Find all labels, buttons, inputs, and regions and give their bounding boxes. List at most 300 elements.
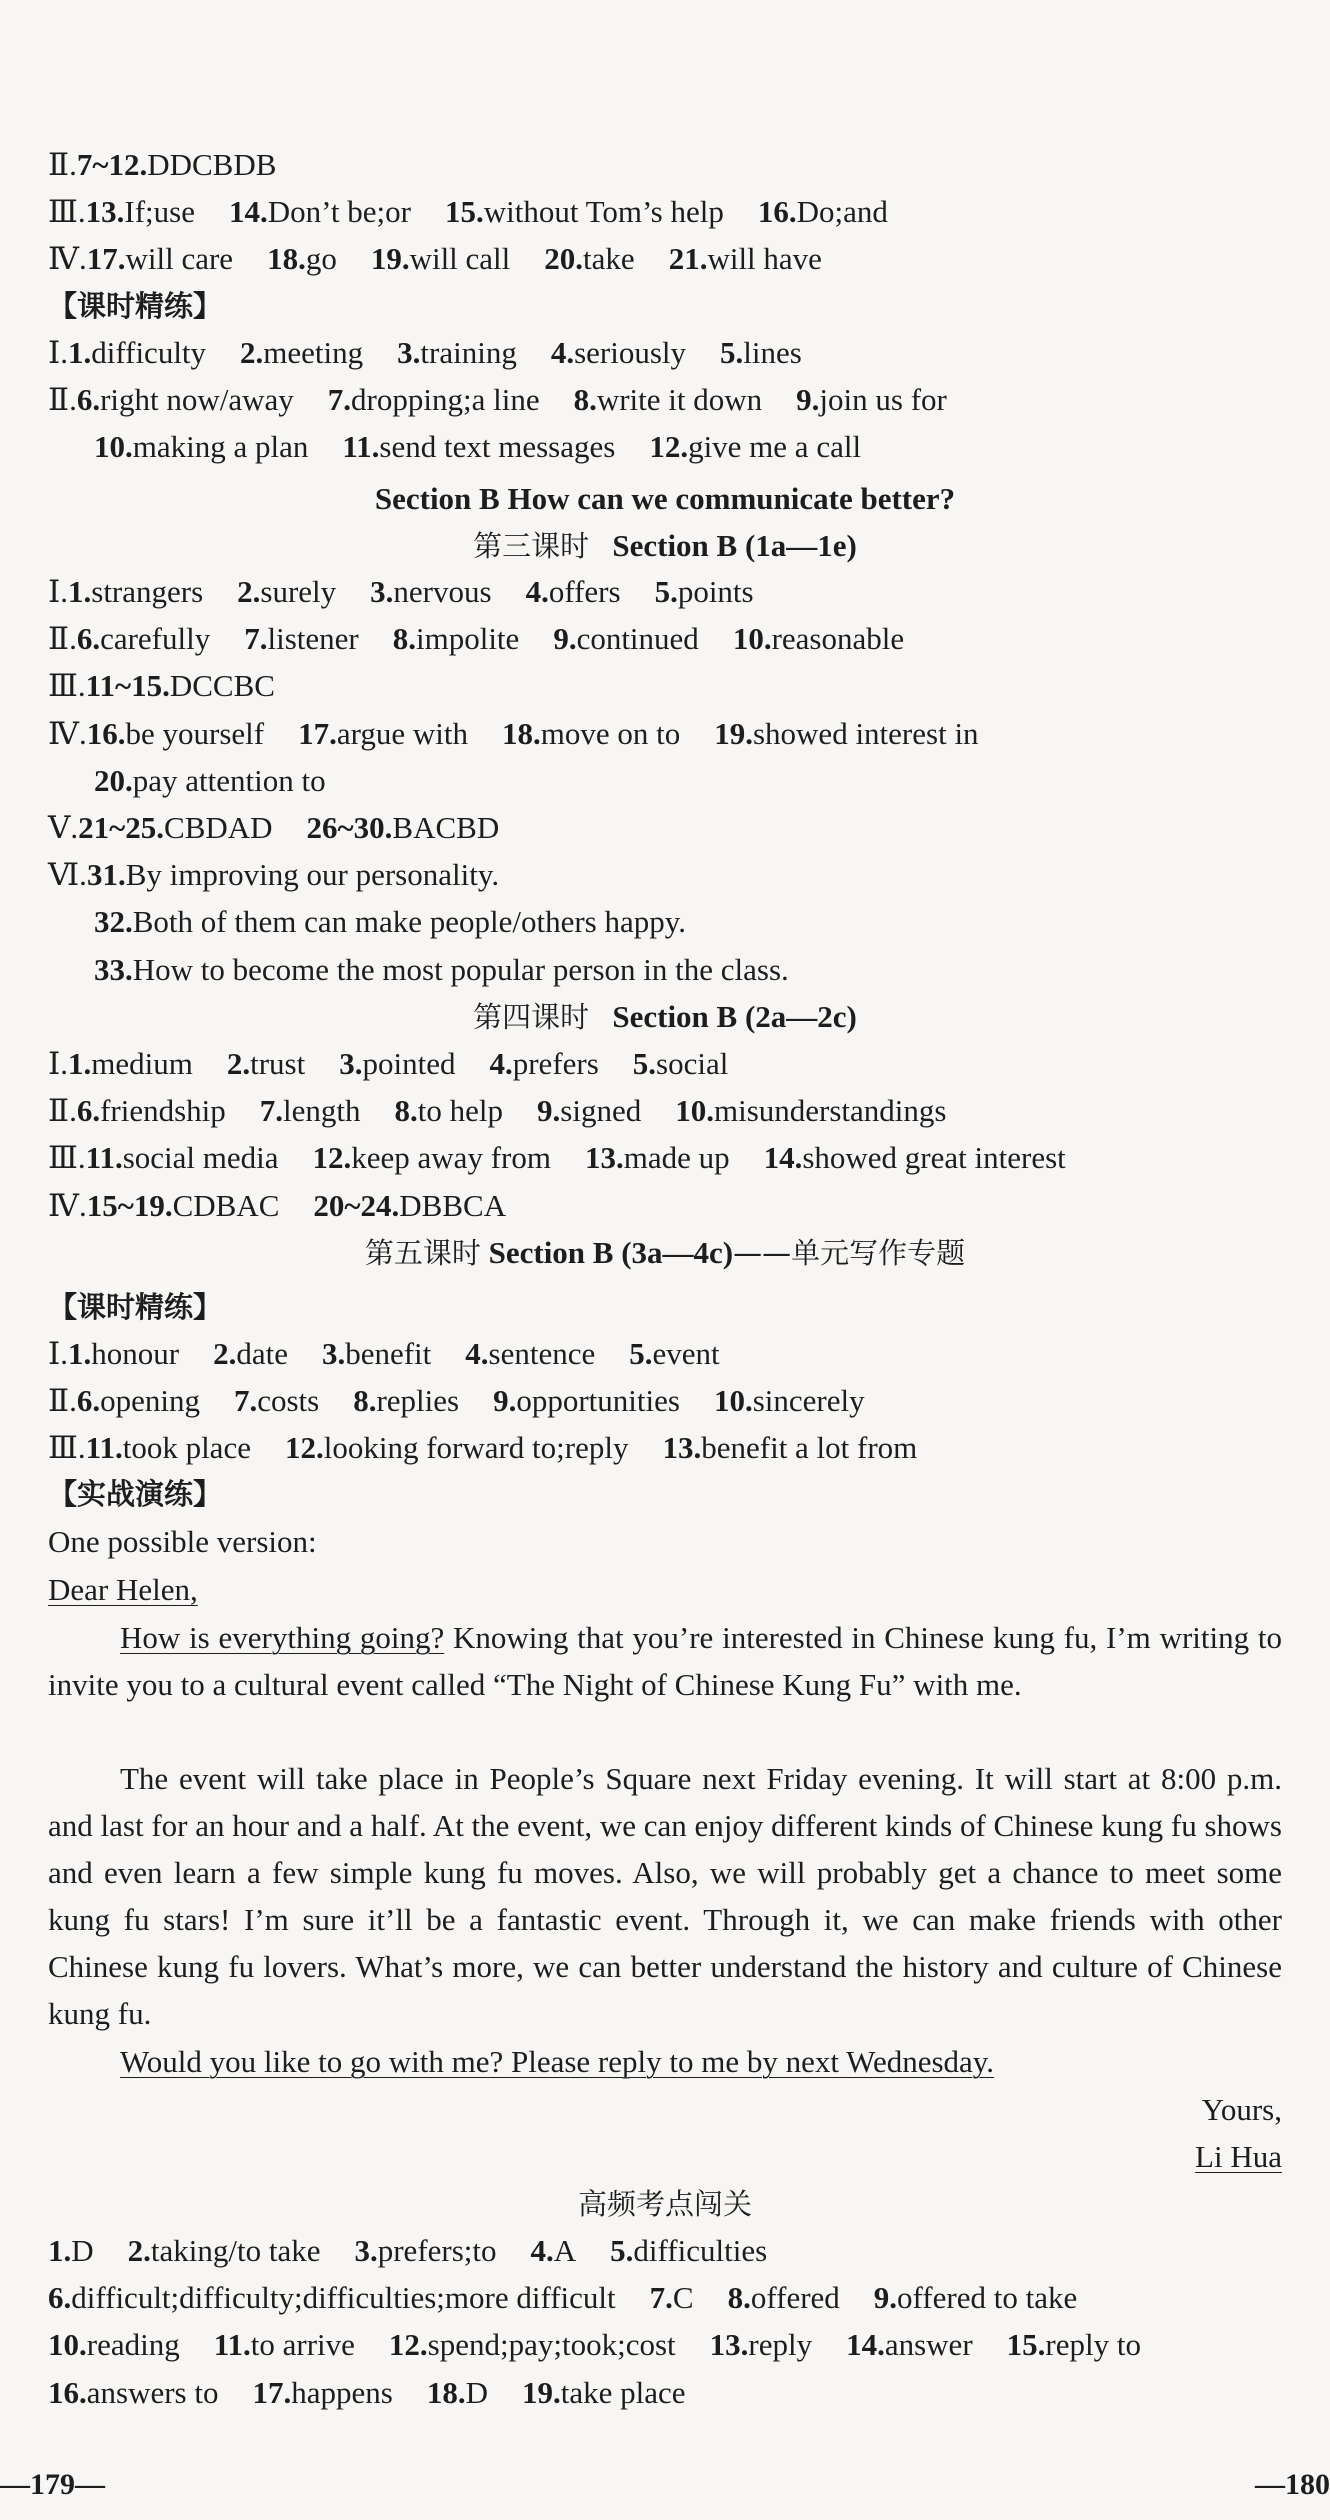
answer-number: 9. <box>553 621 577 657</box>
lesson4-title <box>0 993 1330 1040</box>
answer-item <box>585 1140 730 1175</box>
answer-number: 8. <box>394 1093 418 1129</box>
roman-numeral: Ⅲ. <box>48 668 86 704</box>
answer-item <box>758 194 888 229</box>
answer-item <box>77 621 210 656</box>
answer-text: If;use <box>124 194 195 230</box>
answer-line <box>48 141 1282 188</box>
answer-item <box>313 1188 506 1223</box>
answer-text: CBDAD <box>164 810 273 845</box>
answer-text: reasonable <box>771 621 905 657</box>
roman-numeral: Ⅱ. <box>48 147 77 182</box>
freq-title-text: 高频考点闯关 <box>577 2187 752 2221</box>
answer-item <box>610 2233 767 2268</box>
roman-numeral: Ⅰ. <box>48 1336 68 1371</box>
answer-text: to arrive <box>250 2327 355 2363</box>
answer-line <box>48 1134 1282 1181</box>
answer-number: 1. <box>68 1336 92 1371</box>
answer-number: 21. <box>668 241 708 277</box>
answer-line <box>94 946 1282 993</box>
answer-text: date <box>236 1336 288 1371</box>
answer-number: 6. <box>76 1093 101 1129</box>
letter-p1-rest: Knowing that you’re interested in Chinese kung fu, I’m writing to invite you to a cultural event called “The Night of Chinese Kung Fu” with me. <box>48 1620 1282 1702</box>
answer-item <box>252 2375 392 2410</box>
answer-item <box>846 2327 973 2362</box>
answer-item <box>675 1093 946 1128</box>
answer-item <box>298 716 468 751</box>
answer-item <box>395 1093 504 1128</box>
answer-number: 8. <box>727 2280 751 2316</box>
answer-item <box>553 621 699 656</box>
answer-text: made up <box>623 1140 730 1176</box>
answer-text: happens <box>291 2374 393 2410</box>
answer-number: 12. <box>388 2327 428 2363</box>
answer-number: 7. <box>327 382 352 418</box>
letter-p3-text: Would you like to go with me? Please reply to me by next Wednesday. <box>120 2044 995 2079</box>
answer-item <box>68 574 203 609</box>
answer-number: 13. <box>85 194 125 230</box>
answer-item <box>48 2233 94 2268</box>
answer-number: 11. <box>342 429 380 465</box>
answer-number: 2. <box>237 574 261 609</box>
answer-text: replies <box>376 1383 460 1419</box>
answer-text: write it down <box>596 382 763 418</box>
answer-line <box>48 615 1282 662</box>
answer-text: without Tom’s help <box>483 194 724 230</box>
answer-line <box>48 568 1282 615</box>
answer-text: impolite <box>415 621 520 657</box>
answer-number: 3. <box>397 335 421 370</box>
letter-paragraph-1 <box>48 1614 1282 1708</box>
answer-item <box>68 1046 193 1081</box>
answer-text: nervous <box>393 574 492 609</box>
answer-text: Both of them can make people/others happy. <box>132 904 686 940</box>
roman-numeral: Ⅴ. <box>48 810 79 845</box>
roman-numeral: Ⅲ. <box>48 194 86 230</box>
answer-text: D <box>465 2374 488 2410</box>
answer-text: reading <box>86 2327 180 2363</box>
answer-line <box>94 423 1282 470</box>
answer-number: 5. <box>629 1336 653 1371</box>
answer-text: answer <box>884 2327 973 2363</box>
answer-number: 18. <box>426 2374 466 2410</box>
answer-line <box>48 235 1282 282</box>
answer-text: medium <box>91 1046 193 1081</box>
answer-line <box>94 757 1282 804</box>
answer-number: 32. <box>94 904 133 940</box>
freq-title <box>0 2180 1330 2227</box>
answer-text: reply <box>748 2327 813 2363</box>
answer-text: join us for <box>819 382 947 418</box>
answer-text: length <box>283 1093 361 1129</box>
answer-text: go <box>305 241 337 277</box>
page-number-right: —180 <box>1255 2468 1330 2501</box>
answer-item <box>389 2327 676 2362</box>
answer-text: to help <box>417 1093 504 1129</box>
answer-text: send text messages <box>379 429 616 465</box>
answer-text: Do;and <box>796 194 888 230</box>
answer-text: lines <box>743 335 802 370</box>
lesson3-title-zh: 第三课时 <box>473 529 590 563</box>
answer-text: listener <box>267 621 359 657</box>
answer-item <box>650 2280 694 2315</box>
answer-text: honour <box>91 1336 180 1371</box>
answer-text: sentence <box>488 1336 596 1371</box>
page-number-left: —179— <box>0 2468 105 2501</box>
answer-text: move on to <box>540 715 681 751</box>
answer-text: pay attention to <box>132 762 326 798</box>
answer-number: 13. <box>662 1430 702 1466</box>
answer-text: signed <box>560 1093 642 1129</box>
answer-text: BACBD <box>392 810 500 845</box>
answer-item <box>87 241 233 276</box>
answer-number: 10. <box>732 621 772 657</box>
answer-item <box>445 194 724 229</box>
answer-line <box>48 1182 1282 1229</box>
answer-number: 19. <box>714 715 753 751</box>
answer-line <box>48 2227 1282 2274</box>
answer-item <box>544 241 634 276</box>
answer-text: will have <box>707 241 822 277</box>
answer-number: 9. <box>796 382 820 418</box>
answer-number: 17. <box>86 241 126 277</box>
answer-text: prefers <box>512 1046 599 1081</box>
answer-number: 1. <box>68 574 92 609</box>
answer-text: DBBCA <box>399 1187 507 1223</box>
answer-text: offered to take <box>897 2280 1078 2316</box>
answer-item <box>393 621 520 656</box>
answer-number: 20~24. <box>313 1187 400 1223</box>
answer-number: 11~15. <box>85 668 170 704</box>
answer-number: 9. <box>493 1383 517 1419</box>
answer-number: 26~30. <box>306 810 393 845</box>
answer-text: take place <box>560 2374 686 2410</box>
answer-item <box>397 335 517 370</box>
roman-numeral: Ⅲ. <box>48 1140 86 1176</box>
answer-text: event <box>652 1336 720 1371</box>
answer-text: will care <box>125 241 234 277</box>
roman-numeral: Ⅱ. <box>48 382 77 418</box>
answer-item <box>244 621 359 656</box>
roman-numeral: Ⅳ. <box>48 715 87 751</box>
lesson5-title-zh: 第五课时 <box>364 1236 481 1270</box>
answer-number: 4. <box>525 574 549 609</box>
answer-text: friendship <box>100 1093 226 1129</box>
answer-text: opening <box>100 1383 200 1419</box>
answer-number: 6. <box>48 2280 72 2316</box>
answer-number: 2. <box>213 1336 237 1371</box>
letter-salutation-text: Dear Helen, <box>48 1572 198 1607</box>
answer-line <box>48 329 1282 376</box>
roman-numeral: Ⅵ. <box>48 857 87 893</box>
answer-number: 17. <box>252 2374 292 2410</box>
lesson4-title-en: Section B (2a—2c) <box>612 999 857 1034</box>
roman-numeral: Ⅳ. <box>48 241 87 277</box>
answer-number: 3. <box>321 1336 346 1371</box>
answer-number: 10. <box>48 2327 87 2363</box>
answer-item <box>1007 2327 1141 2362</box>
answer-text: taking/to take <box>150 2233 321 2268</box>
answer-text: carefully <box>100 621 211 657</box>
lesson3-title-en: Section B (1a—1e) <box>612 528 857 563</box>
answer-number: 20. <box>544 241 584 277</box>
answer-number: 2. <box>240 335 264 370</box>
answer-number: 4. <box>489 1046 513 1081</box>
answer-number: 17. <box>298 715 337 751</box>
answer-text: DDCBDB <box>147 147 277 182</box>
answer-item <box>78 810 272 845</box>
answer-number: 8. <box>573 382 597 418</box>
answer-text: strangers <box>91 574 204 609</box>
answer-number: 2. <box>226 1046 251 1081</box>
answer-number: 10. <box>94 429 133 465</box>
answer-item <box>574 382 763 417</box>
answer-text: keep away from <box>351 1140 551 1176</box>
answer-item <box>493 1383 680 1418</box>
answer-item <box>94 429 308 464</box>
answer-item <box>313 1140 551 1175</box>
answer-item <box>339 1046 455 1081</box>
answer-text: reply to <box>1045 2327 1141 2363</box>
answer-item <box>342 429 615 464</box>
answer-text: give me a call <box>688 429 862 465</box>
answer-number: 16. <box>86 715 126 751</box>
answer-text: D <box>71 2233 94 2268</box>
answer-item <box>68 1336 179 1371</box>
answer-text: showed great interest <box>802 1140 1066 1176</box>
answer-number: 5. <box>720 335 744 370</box>
answer-number: 12. <box>284 1430 324 1466</box>
answer-item <box>662 1430 917 1465</box>
answer-item <box>531 2233 577 2268</box>
answer-number: 10. <box>713 1383 753 1419</box>
answer-line <box>48 188 1282 235</box>
answer-number: 5. <box>654 574 678 609</box>
answer-text: difficult;difficulty;difficulties;more difficult <box>71 2280 616 2316</box>
answer-number: 3. <box>339 1046 363 1081</box>
answer-number: 1. <box>68 335 92 370</box>
answer-line <box>48 662 1282 709</box>
answer-line <box>48 1330 1282 1377</box>
answer-text: misunderstandings <box>713 1093 947 1129</box>
letter-closing: Yours, <box>1201 2092 1282 2127</box>
answer-text: dropping;a line <box>351 382 540 418</box>
answer-number: 13. <box>709 2327 749 2363</box>
answer-line <box>48 2369 1282 2416</box>
answer-text: benefit a lot from <box>701 1430 918 1466</box>
answer-number: 9. <box>537 1093 561 1129</box>
answer-number: 15. <box>444 194 484 230</box>
answer-number: 7~12. <box>76 147 148 182</box>
answer-text: looking forward to;reply <box>323 1430 629 1466</box>
answer-item <box>48 2375 218 2410</box>
answer-text: social <box>656 1046 729 1081</box>
answer-item <box>522 2375 686 2410</box>
letter-intro: One possible version: <box>48 1524 317 1559</box>
answer-item <box>77 147 277 182</box>
answer-line <box>48 804 1282 851</box>
answer-number: 1. <box>68 1046 92 1081</box>
answer-text: How to become the most popular person in the class. <box>132 951 789 987</box>
answer-text: pointed <box>362 1046 456 1081</box>
answer-item <box>237 574 336 609</box>
answer-item <box>353 1383 459 1418</box>
answer-number: 7. <box>259 1093 284 1129</box>
answer-line <box>48 2321 1282 2368</box>
answer-line <box>48 2274 1282 2321</box>
answer-item <box>633 1046 729 1081</box>
lesson4-title-zh: 第四课时 <box>473 1000 590 1034</box>
answer-text: trust <box>250 1046 306 1081</box>
answer-text: meeting <box>263 335 364 370</box>
answer-item <box>87 857 499 892</box>
roman-numeral: Ⅰ. <box>48 335 68 370</box>
letter-paragraph-2: The event will take place in People’s Square next Friday evening. It will start at 8:00 p.m. and last for an hour and a half. At the event, we can enjoy different kinds of Chinese kung fu shows and even learn a few simple kung fu moves. Also, we will probably get a chance to meet some kung fu stars! I’m sure it’ll be a fantastic event. Through it, we can make friends with other Chinese kung fu lovers. What’s more, we can better understand the history and culture of Chinese kung fu. <box>48 1761 1282 2031</box>
answer-text: difficulty <box>91 335 207 370</box>
answer-number: 16. <box>48 2374 87 2410</box>
answer-item <box>48 2280 616 2315</box>
answer-item <box>465 1336 595 1371</box>
lesson5-title-en: Section B (3a—4c) <box>488 1235 734 1270</box>
answer-number: 6. <box>76 382 101 418</box>
answer-number: 11. <box>213 2327 251 2363</box>
answer-text: sincerely <box>752 1383 865 1419</box>
answer-number: 2. <box>127 2233 151 2268</box>
answer-number: 14. <box>846 2327 885 2363</box>
answer-number: 8. <box>353 1383 377 1419</box>
answer-number: 5. <box>632 1046 657 1081</box>
answer-text: DCCBC <box>169 668 275 704</box>
answer-item <box>87 716 264 751</box>
answer-number: 4. <box>530 2233 554 2268</box>
answer-item <box>86 194 195 229</box>
answer-number: 9. <box>873 2280 898 2316</box>
answer-text: points <box>677 574 754 609</box>
answer-number: 3. <box>370 574 394 609</box>
answer-number: 19. <box>370 241 410 277</box>
answer-text: spend;pay;took;cost <box>427 2327 676 2363</box>
answer-item <box>260 1093 361 1128</box>
answer-line <box>48 1424 1282 1471</box>
answer-item <box>68 335 206 370</box>
roman-numeral: Ⅳ. <box>48 1187 87 1223</box>
roman-numeral: Ⅱ. <box>48 621 77 657</box>
answer-number: 6. <box>76 621 101 657</box>
answer-item <box>764 1140 1066 1175</box>
answer-text: answers to <box>86 2374 219 2410</box>
answer-item <box>370 574 491 609</box>
answer-line <box>48 1377 1282 1424</box>
answer-text: surely <box>260 574 337 609</box>
answer-item <box>94 763 326 798</box>
answer-number: 15~19. <box>86 1187 173 1223</box>
answer-item <box>240 335 363 370</box>
lesson3-title <box>0 522 1330 569</box>
answer-number: 12. <box>312 1140 352 1176</box>
answer-item <box>502 716 680 751</box>
letter-signature-name: Li Hua <box>1195 2139 1282 2174</box>
answer-text: social media <box>122 1140 279 1176</box>
answer-number: 19. <box>521 2374 561 2410</box>
answer-text: C <box>672 2280 694 2316</box>
answer-item <box>77 1383 200 1418</box>
answer-number: 6. <box>76 1383 101 1419</box>
answer-line <box>48 851 1282 898</box>
answer-item <box>526 574 621 609</box>
answer-item <box>48 2327 180 2362</box>
answer-text: take <box>583 241 635 277</box>
answer-number: 11. <box>85 1140 123 1176</box>
answer-item <box>714 716 978 751</box>
answer-text: By improving our personality. <box>125 857 500 893</box>
answer-number: 4. <box>550 335 575 370</box>
answer-text: be yourself <box>125 715 265 751</box>
answer-number: 10. <box>675 1093 714 1129</box>
answer-item <box>285 1430 629 1465</box>
answer-line <box>48 1087 1282 1134</box>
answer-number: 3. <box>354 2233 378 2268</box>
answer-item <box>714 1383 865 1418</box>
answer-item <box>551 335 686 370</box>
answer-item <box>128 2233 321 2268</box>
answer-text: showed interest in <box>752 715 979 751</box>
answer-text: offers <box>548 574 621 609</box>
answer-number: 7. <box>244 621 268 657</box>
answer-text: took place <box>122 1430 251 1466</box>
answer-item <box>427 2375 488 2410</box>
answer-number: 7. <box>649 2280 673 2316</box>
roman-numeral: Ⅲ. <box>48 1430 86 1466</box>
answer-text: argue with <box>336 715 468 751</box>
answer-line <box>94 898 1282 945</box>
label-practice-3 <box>48 1470 1282 1517</box>
answer-number: 20. <box>94 762 133 798</box>
answer-text: will call <box>409 241 511 277</box>
answer-number: 16. <box>757 194 797 230</box>
answer-item <box>328 382 540 417</box>
answer-number: 4. <box>465 1336 489 1371</box>
answer-item <box>489 1046 598 1081</box>
answer-item <box>669 241 822 276</box>
answer-text: seriously <box>574 335 687 370</box>
answer-number: 21~25. <box>78 810 165 845</box>
answer-text: training <box>420 335 517 370</box>
answer-item <box>227 1046 305 1081</box>
label-practice-2 <box>48 1283 1282 1330</box>
roman-numeral: Ⅰ. <box>48 1046 68 1081</box>
answer-line <box>48 1040 1282 1087</box>
lesson5-title-tail: ——单元写作专题 <box>733 1236 966 1270</box>
answer-item <box>371 241 510 276</box>
answer-number: 18. <box>501 715 541 751</box>
answer-item <box>229 194 411 229</box>
answer-number: 12. <box>649 429 689 465</box>
answer-number: 7. <box>233 1383 258 1419</box>
answer-number: 11. <box>85 1430 123 1466</box>
letter-p1-underlined: How is everything going? <box>120 1620 445 1655</box>
roman-numeral: Ⅰ. <box>48 574 68 609</box>
answer-item <box>728 2280 840 2315</box>
answer-text: difficulties <box>633 2233 768 2268</box>
answer-number: 33. <box>94 951 133 987</box>
answer-text: CDBAC <box>172 1187 280 1223</box>
answer-text: opportunities <box>516 1383 680 1419</box>
answer-text: offered <box>750 2280 840 2316</box>
answer-text: right now/away <box>100 382 294 418</box>
answer-text: making a plan <box>132 429 309 465</box>
answer-item <box>796 382 947 417</box>
answer-item <box>77 382 294 417</box>
